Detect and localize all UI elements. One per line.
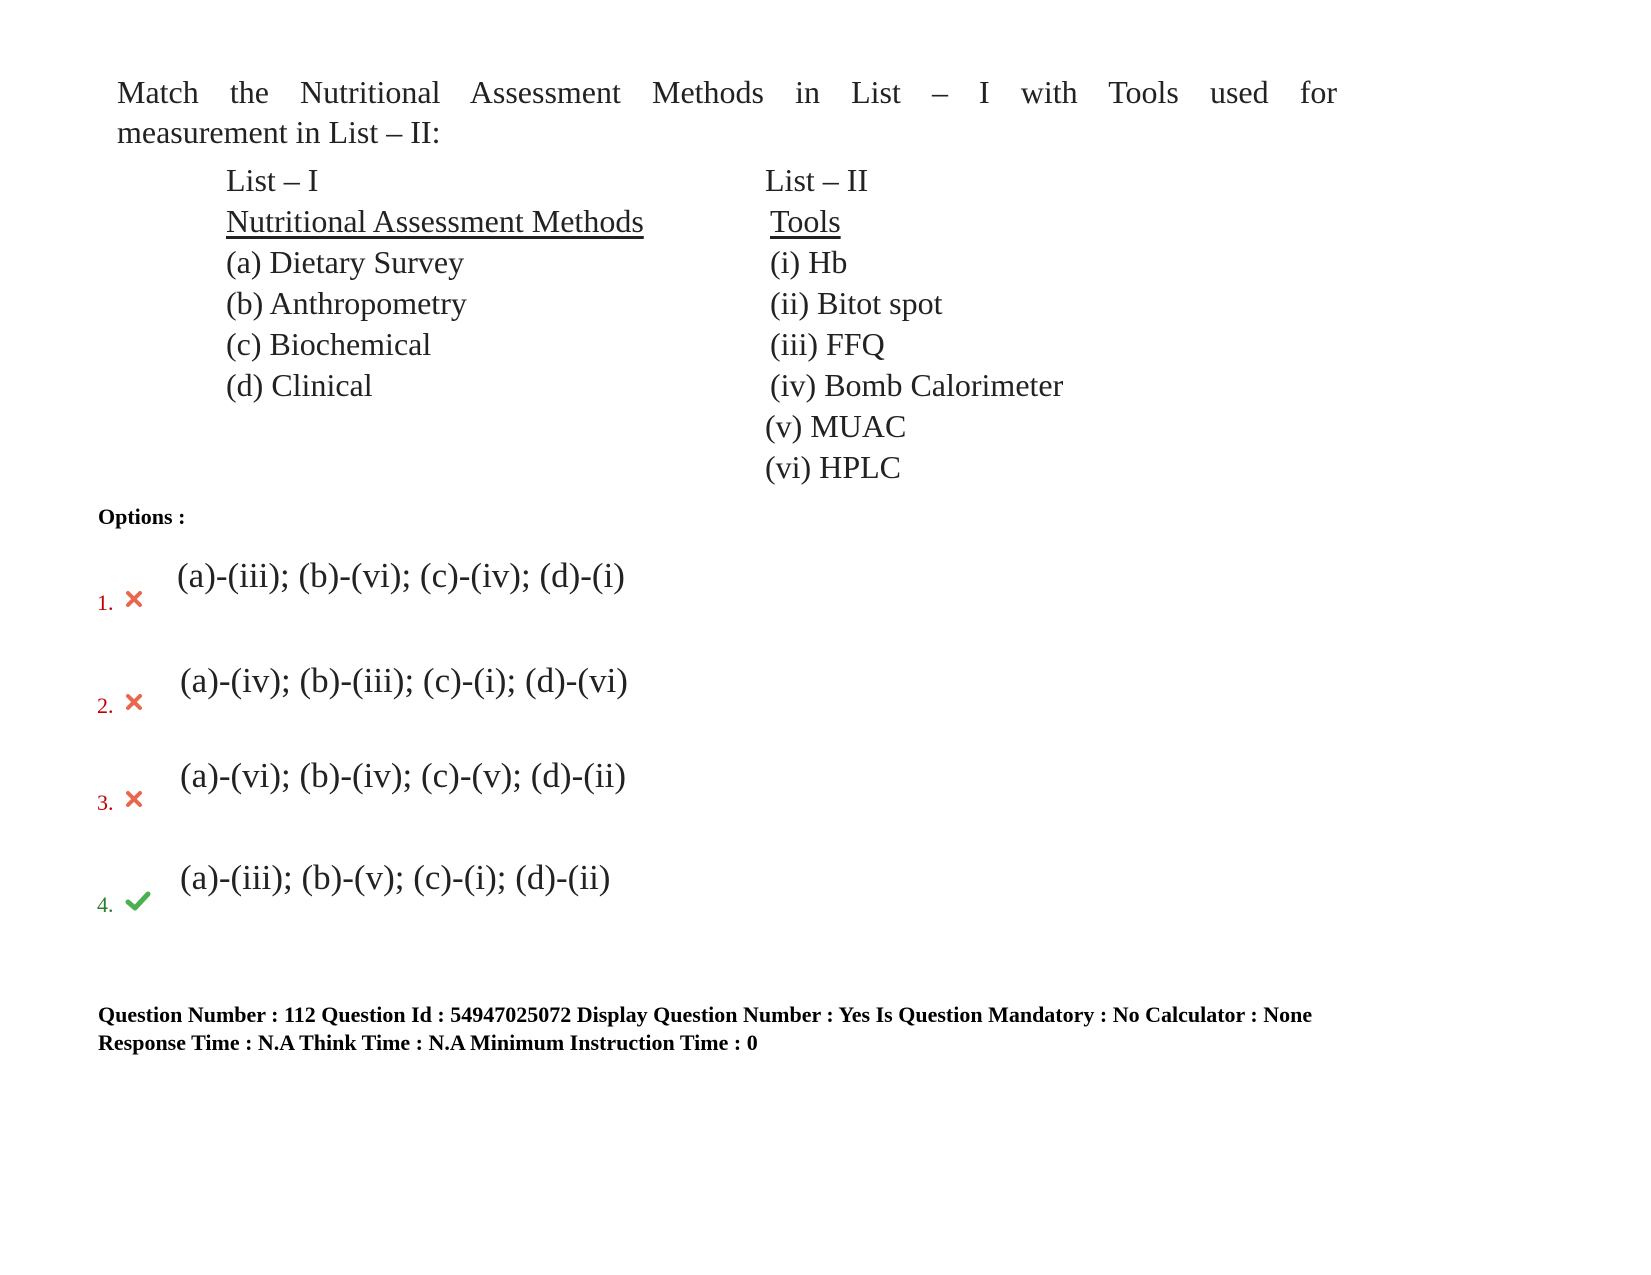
check-icon [125, 890, 151, 910]
cross-icon [125, 790, 145, 810]
list-1-item: (d) Clinical [226, 367, 373, 403]
metadata-line-1: Question Number : 112 Question Id : 54947025072 Display Question Number : Yes Is Question Mandatory : No Calculator : None [98, 1002, 1313, 1027]
question-stem-line-1: Match the Nutritional Assessment Methods in List – I with Tools used for [117, 74, 1337, 110]
metadata-line-2: Response Time : N.A Think Time : N.A Minimum Instruction Time : 0 [98, 1030, 758, 1055]
question-stem-line-2: measurement in List – II: [117, 114, 441, 150]
question-image [117, 72, 1337, 485]
option-text: (a)-(iv); (b)-(iii); (c)-(i); (d)-(vi) [180, 661, 628, 700]
list-2-subheading: Tools [770, 203, 841, 239]
list-1-item: (a) Dietary Survey [226, 244, 465, 280]
list-1 [226, 160, 644, 406]
match-lists [117, 160, 1337, 490]
option-text: (a)-(vi); (b)-(iv); (c)-(v); (d)-(ii) [180, 756, 626, 795]
option-4[interactable] [97, 856, 797, 936]
option-3[interactable] [97, 754, 797, 834]
list-1-heading: List – I [226, 162, 319, 198]
option-number: 1. [97, 590, 114, 615]
list-1-item: (c) Biochemical [226, 326, 432, 362]
list-2-heading: List – II [765, 162, 869, 198]
option-text: (a)-(iii); (b)-(v); (c)-(i); (d)-(ii) [180, 858, 611, 897]
list-2-item: (i) Hb [770, 244, 848, 280]
cross-icon [125, 693, 145, 713]
list-2-item: (ii) Bitot spot [770, 285, 943, 321]
list-2-item: (iii) FFQ [770, 326, 885, 362]
option-2[interactable] [97, 655, 797, 735]
option-text: (a)-(iii); (b)-(vi); (c)-(iv); (d)-(i) [177, 556, 625, 595]
option-1[interactable] [97, 552, 797, 632]
options-label: Options : [98, 504, 186, 529]
list-2-item: (vi) HPLC [765, 449, 901, 485]
question-metadata [98, 1001, 1312, 1057]
option-number: 4. [97, 892, 114, 917]
list-1-subheading: Nutritional Assessment Methods [226, 203, 644, 239]
list-2 [765, 160, 1063, 488]
option-number: 3. [97, 790, 114, 815]
list-1-item: (b) Anthropometry [226, 285, 467, 321]
list-2-item: (v) MUAC [765, 408, 907, 444]
list-2-item: (iv) Bomb Calorimeter [770, 367, 1064, 403]
cross-icon [125, 590, 145, 610]
option-number: 2. [97, 693, 114, 718]
